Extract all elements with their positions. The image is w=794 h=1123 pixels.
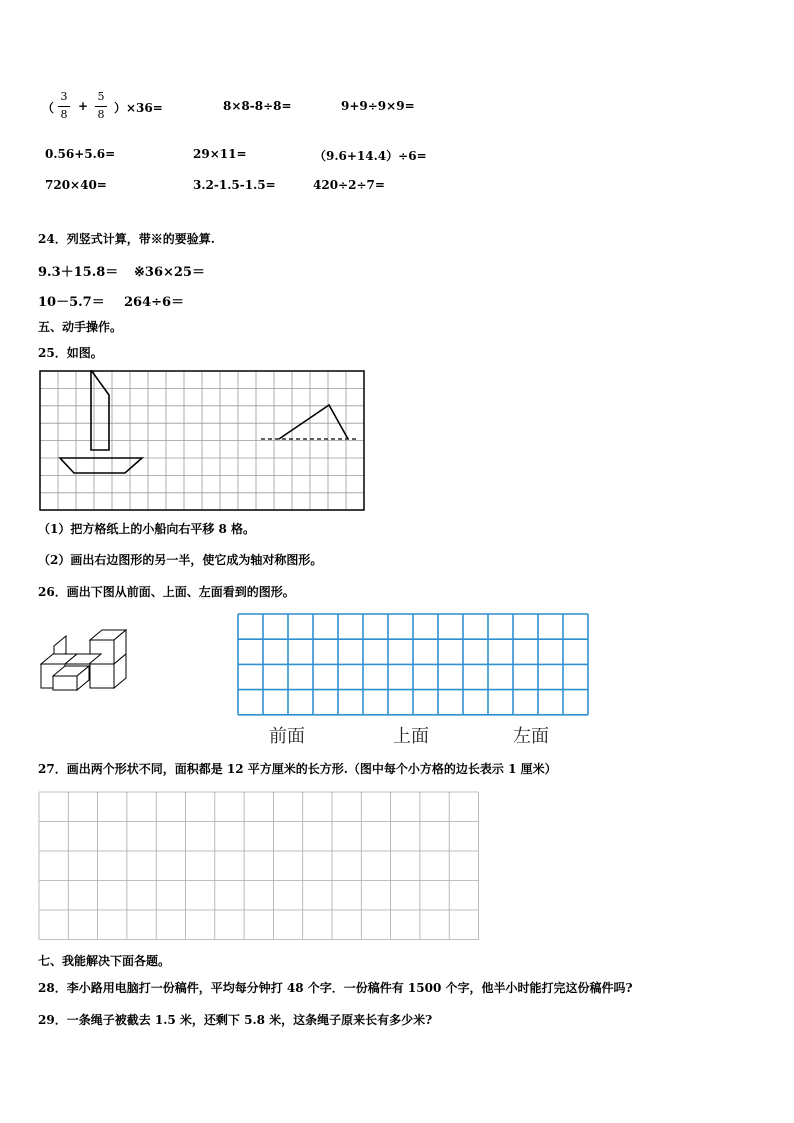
half-shape xyxy=(279,405,348,439)
fraction-denominator: 8 xyxy=(60,108,68,121)
q27-title: 27．画出两个形状不同，面积都是 12 平方厘米的长方形.（图中每个小方格的边长表示 1 厘米） xyxy=(38,762,557,776)
section-heading: 五、动手操作。 xyxy=(38,320,123,334)
fraction-numerator: 3 xyxy=(60,90,68,103)
top-view-label: 上面 xyxy=(393,726,429,747)
fraction-bar xyxy=(95,106,107,107)
expr-close: ）×36= xyxy=(114,101,163,115)
plus-sign: + xyxy=(78,99,89,113)
left-view-label: 左面 xyxy=(513,726,549,747)
area-grid xyxy=(38,791,480,941)
q24-item: 10－5.7＝ xyxy=(38,295,105,310)
q26-title: 26．画出下图从前面、上面、左面看到的图形。 xyxy=(38,585,295,599)
expr-r3b: 3.2-1.5-1.5= xyxy=(193,178,276,192)
q24-title: 24．列竖式计算，带※的要验算. xyxy=(38,232,215,246)
expr-open-paren: （ xyxy=(42,101,55,115)
q25-sub2: （2）画出右边图形的另一半，使它成为轴对称图形。 xyxy=(38,553,323,567)
expr-r2c: （9.6+14.4）÷6= xyxy=(314,149,427,163)
q24-item: ※36×25＝ xyxy=(134,265,205,280)
expr-r1b: 8×8-8÷8= xyxy=(223,99,292,113)
q25-sub1: （1）把方格纸上的小船向右平移 8 格。 xyxy=(38,522,256,536)
expr-r2a: 0.56+5.6= xyxy=(45,147,116,161)
q29-text: 29．一条绳子被截去 1.5 米，还剩下 5.8 米，这条绳子原来长有多少米? xyxy=(38,1013,433,1027)
expr-r2b: 29×11= xyxy=(193,147,247,161)
expr-r3a: 720×40= xyxy=(45,178,107,192)
cube-stack-figure xyxy=(38,626,130,692)
q24-item: 264÷6＝ xyxy=(124,295,185,310)
fraction-numerator: 5 xyxy=(97,90,105,103)
q28-text: 28．李小路用电脑打一份稿件，平均每分钟打 48 个字．一份稿件有 1500 个字，他半小时能打完这份稿件吗? xyxy=(38,981,633,995)
expr-r1c: 9+9÷9×9= xyxy=(341,99,415,113)
expr-r3c: 420÷2÷7= xyxy=(313,178,385,192)
section-heading: 七、我能解决下面各题。 xyxy=(38,954,171,968)
q24-item: 9.3＋15.8＝ xyxy=(38,265,119,280)
q25-title: 25．如图。 xyxy=(38,346,103,360)
q25-grid xyxy=(39,370,365,512)
front-view-label: 前面 xyxy=(269,726,305,747)
fraction-denominator: 8 xyxy=(97,108,105,121)
view-grid xyxy=(237,613,589,716)
fraction-bar xyxy=(58,106,70,107)
